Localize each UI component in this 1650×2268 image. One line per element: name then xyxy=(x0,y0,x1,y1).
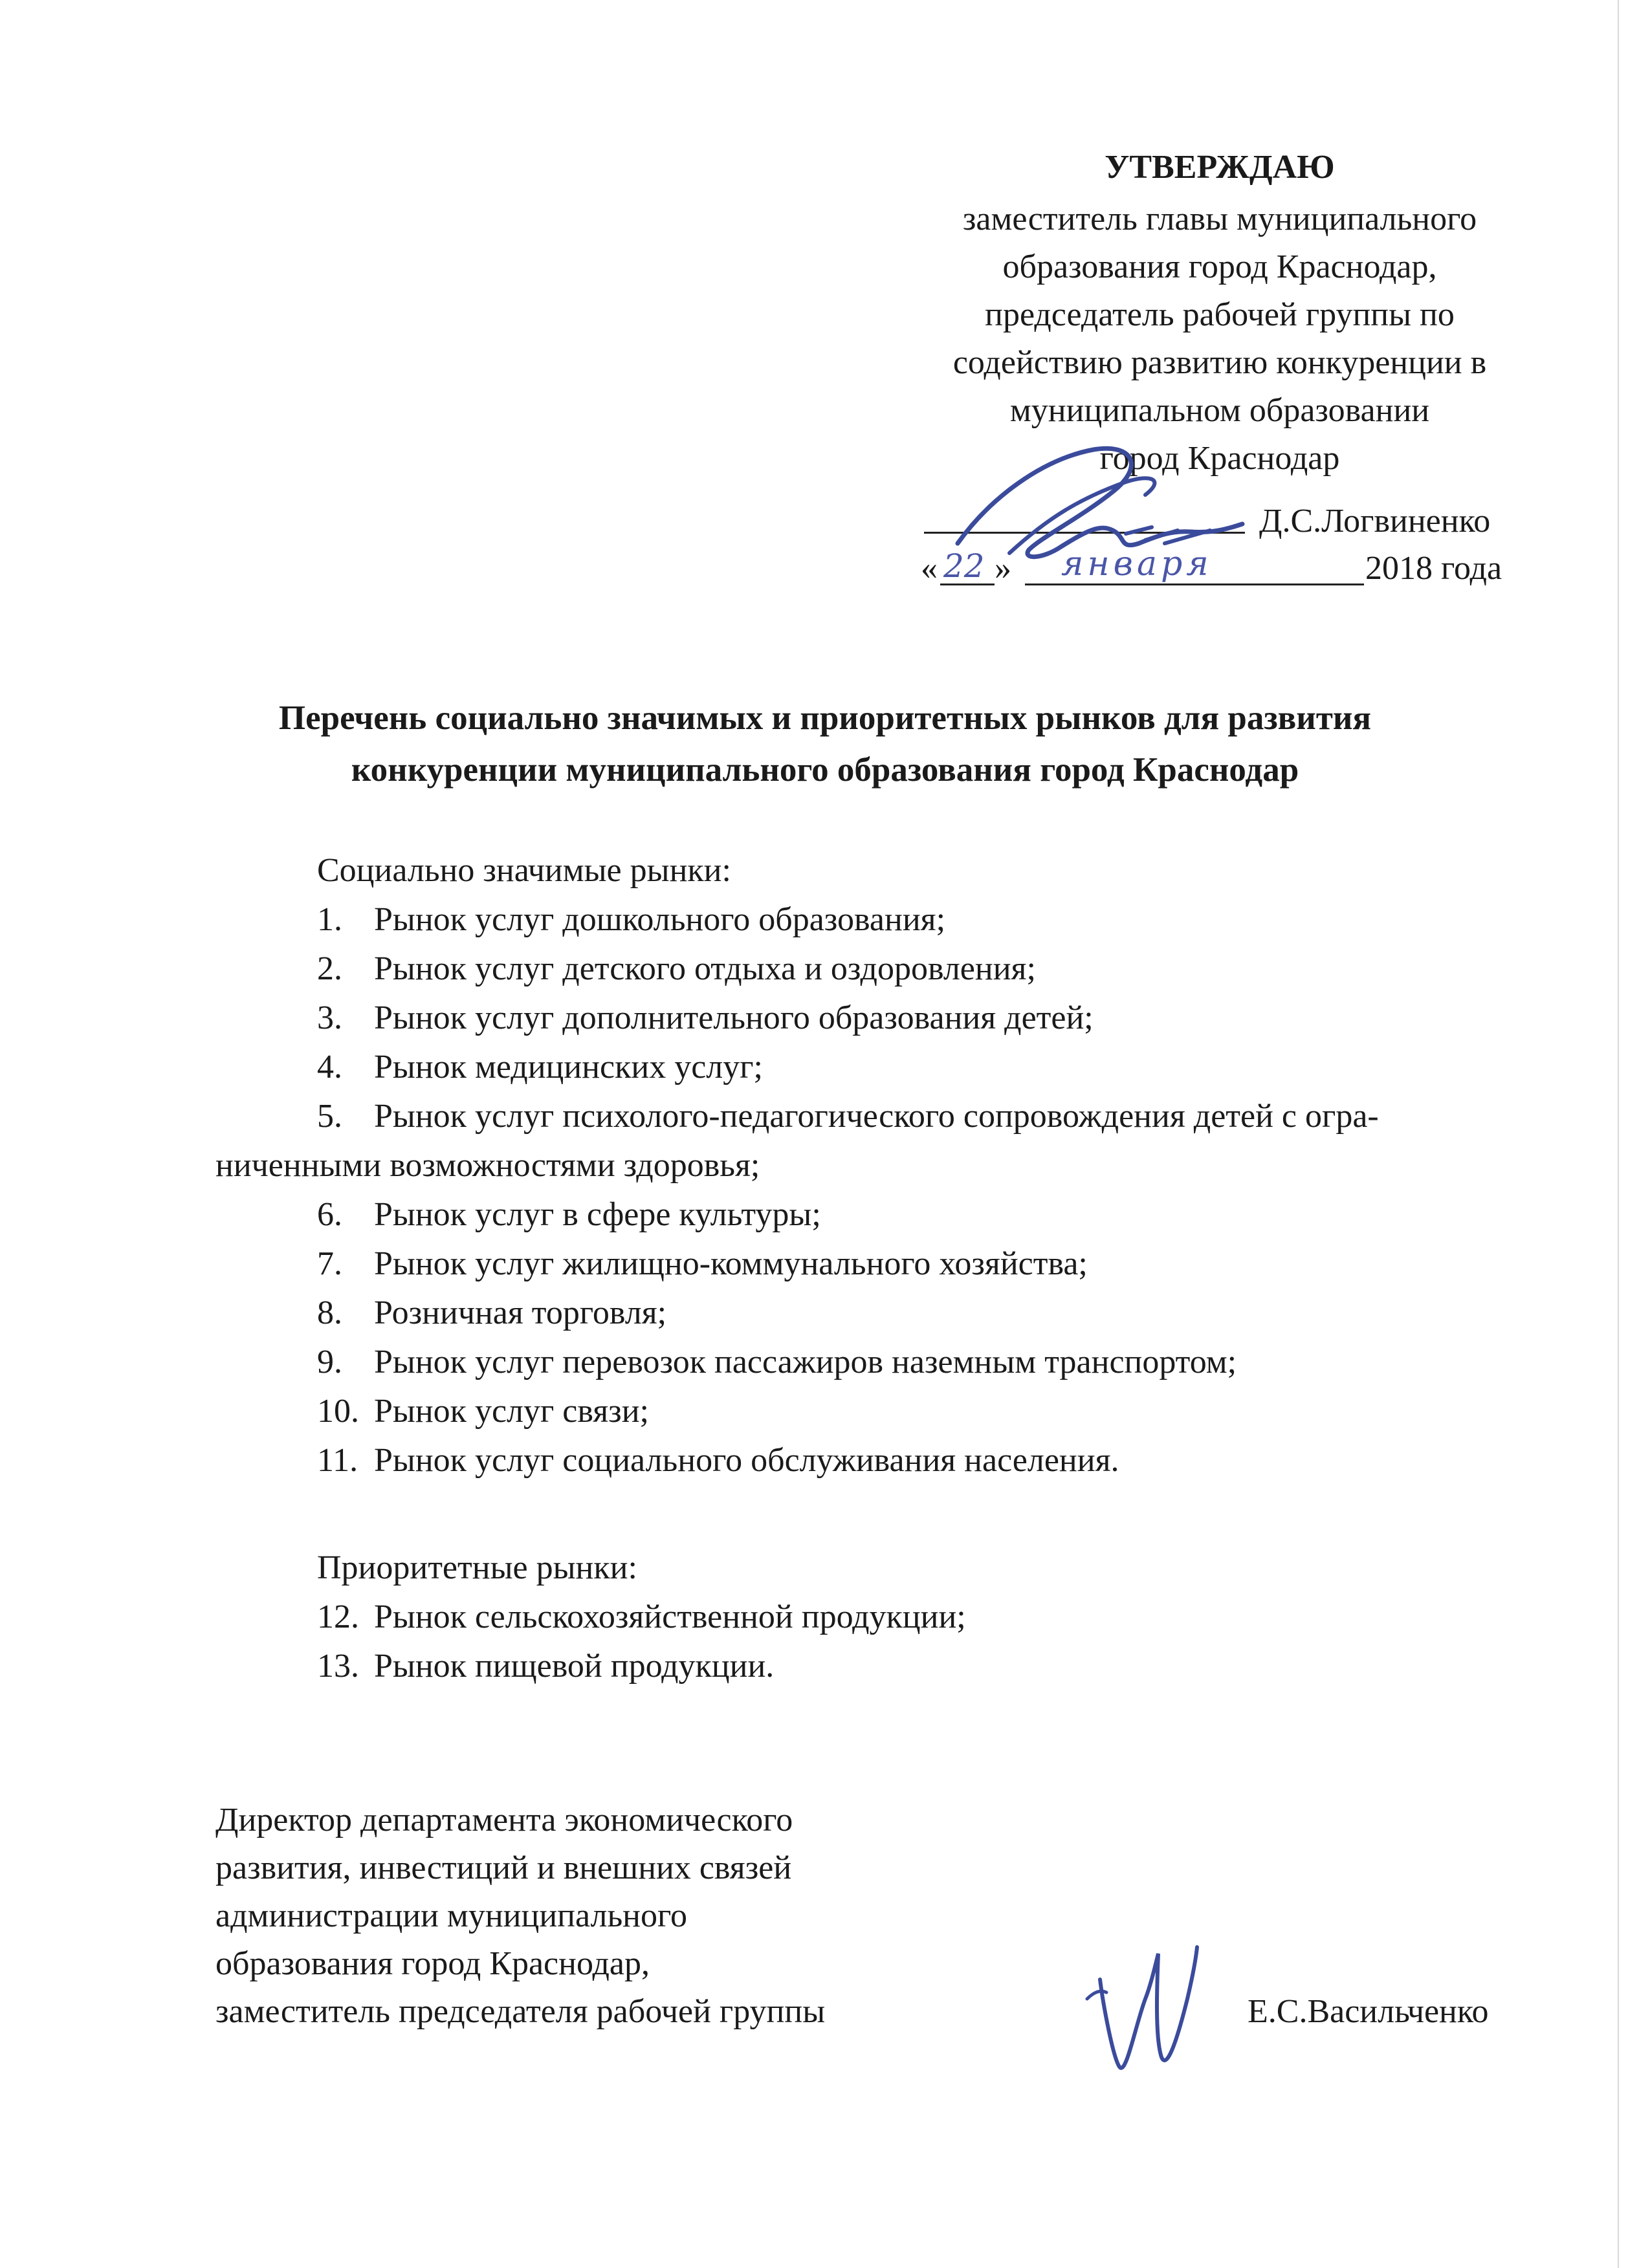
list-item-text: Рынок пищевой продукции. xyxy=(374,1648,775,1685)
page-edge xyxy=(1618,0,1650,2268)
list-item xyxy=(317,952,1036,986)
footer-line: администрации муниципального xyxy=(215,1897,688,1934)
list-item-number: 9. xyxy=(317,1344,342,1380)
list-item-number: 2. xyxy=(317,950,342,987)
social-heading: Социально значимые рынки: xyxy=(317,852,731,889)
list-item-number: 7. xyxy=(317,1245,342,1282)
list-item xyxy=(317,903,945,937)
date-day-handwritten: 22 xyxy=(943,547,985,585)
list-item-number: 1. xyxy=(317,901,342,938)
title-line: Перечень социально значимых и приоритетных рынков для развития xyxy=(278,699,1372,737)
date-year: 2018 года xyxy=(1365,550,1502,587)
list-item xyxy=(317,1296,666,1330)
footer-signatory: Е.С.Васильченко xyxy=(1248,1993,1489,2030)
list-item xyxy=(317,1051,763,1084)
handwritten-signature-vasilchenko xyxy=(1074,1928,1216,2083)
approval-line: заместитель главы муниципального xyxy=(962,201,1477,237)
list-item xyxy=(317,1650,774,1683)
list-item-number: 10. xyxy=(317,1393,359,1430)
list-item xyxy=(317,1100,1379,1133)
list-item-text: Рынок сельскохозяйственной продукции; xyxy=(374,1598,966,1635)
list-item-text: Розничная торговля; xyxy=(374,1294,667,1331)
list-item-number: 11. xyxy=(317,1442,358,1479)
list-item-number: 13. xyxy=(317,1648,359,1685)
list-item-text: Рынок услуг жилищно-коммунального хозяйства; xyxy=(374,1245,1088,1282)
list-item-number: 6. xyxy=(317,1196,342,1233)
approval-line: содействию развитию конкуренции в xyxy=(952,344,1487,381)
approval-heading: УТВЕРЖДАЮ xyxy=(1105,149,1335,186)
footer-line: образования город Краснодар, xyxy=(215,1945,650,1982)
approval-line: муниципальном образовании xyxy=(1009,392,1430,429)
approval-line: город Краснодар xyxy=(1099,440,1340,477)
list-item-number: 3. xyxy=(317,999,342,1036)
date-month-handwritten: января xyxy=(1061,545,1213,583)
footer-line: развития, инвестиций и внешних связей xyxy=(215,1849,792,1886)
approval-line: образования город Краснодар, xyxy=(1002,248,1437,285)
date-close-quote: » xyxy=(995,550,1011,587)
list-item xyxy=(317,1444,1119,1477)
list-item-text: Рынок услуг социального обслуживания населения. xyxy=(374,1442,1119,1479)
list-item-continuation: ниченными возможностями здоровья; xyxy=(215,1147,760,1184)
list-item xyxy=(317,1247,1088,1281)
priority-heading: Приоритетные рынки: xyxy=(317,1549,637,1586)
approval-signatory: Д.С.Логвиненко xyxy=(1259,503,1491,540)
list-item xyxy=(317,1346,1237,1379)
date-month-blank xyxy=(1025,583,1364,585)
approval-line: председатель рабочей группы по xyxy=(985,296,1455,333)
list-item-number: 12. xyxy=(317,1598,359,1635)
footer-line: Директор департамента экономического xyxy=(215,1802,793,1838)
list-item-text: Рынок услуг детского отдыха и оздоровления; xyxy=(374,950,1036,987)
list-item xyxy=(317,1001,1094,1035)
list-item-text: Рынок услуг перевозок пассажиров наземным транспортом; xyxy=(374,1344,1237,1380)
list-item xyxy=(317,1600,966,1634)
list-item-number: 4. xyxy=(317,1049,342,1085)
list-item-text: Рынок услуг связи; xyxy=(374,1393,649,1430)
list-item-number: 8. xyxy=(317,1294,342,1331)
list-item-number: 5. xyxy=(317,1098,342,1135)
list-item-text: Рынок медицинских услуг; xyxy=(374,1049,763,1085)
title-line: конкуренции муниципального образования город Краснодар xyxy=(351,751,1299,789)
list-item xyxy=(317,1198,821,1232)
list-item-text: Рынок услуг в сфере культуры; xyxy=(374,1196,821,1233)
list-item-text: Рынок услуг дошкольного образования; xyxy=(374,901,946,938)
footer-line: заместитель председателя рабочей группы xyxy=(215,1993,826,2030)
list-item xyxy=(317,1395,649,1428)
list-item-text: Рынок услуг психолого-педагогического сопровождения детей с огра- xyxy=(374,1098,1379,1135)
date-open-quote: « xyxy=(921,550,938,587)
list-item-text: Рынок услуг дополнительного образования детей; xyxy=(374,999,1094,1036)
